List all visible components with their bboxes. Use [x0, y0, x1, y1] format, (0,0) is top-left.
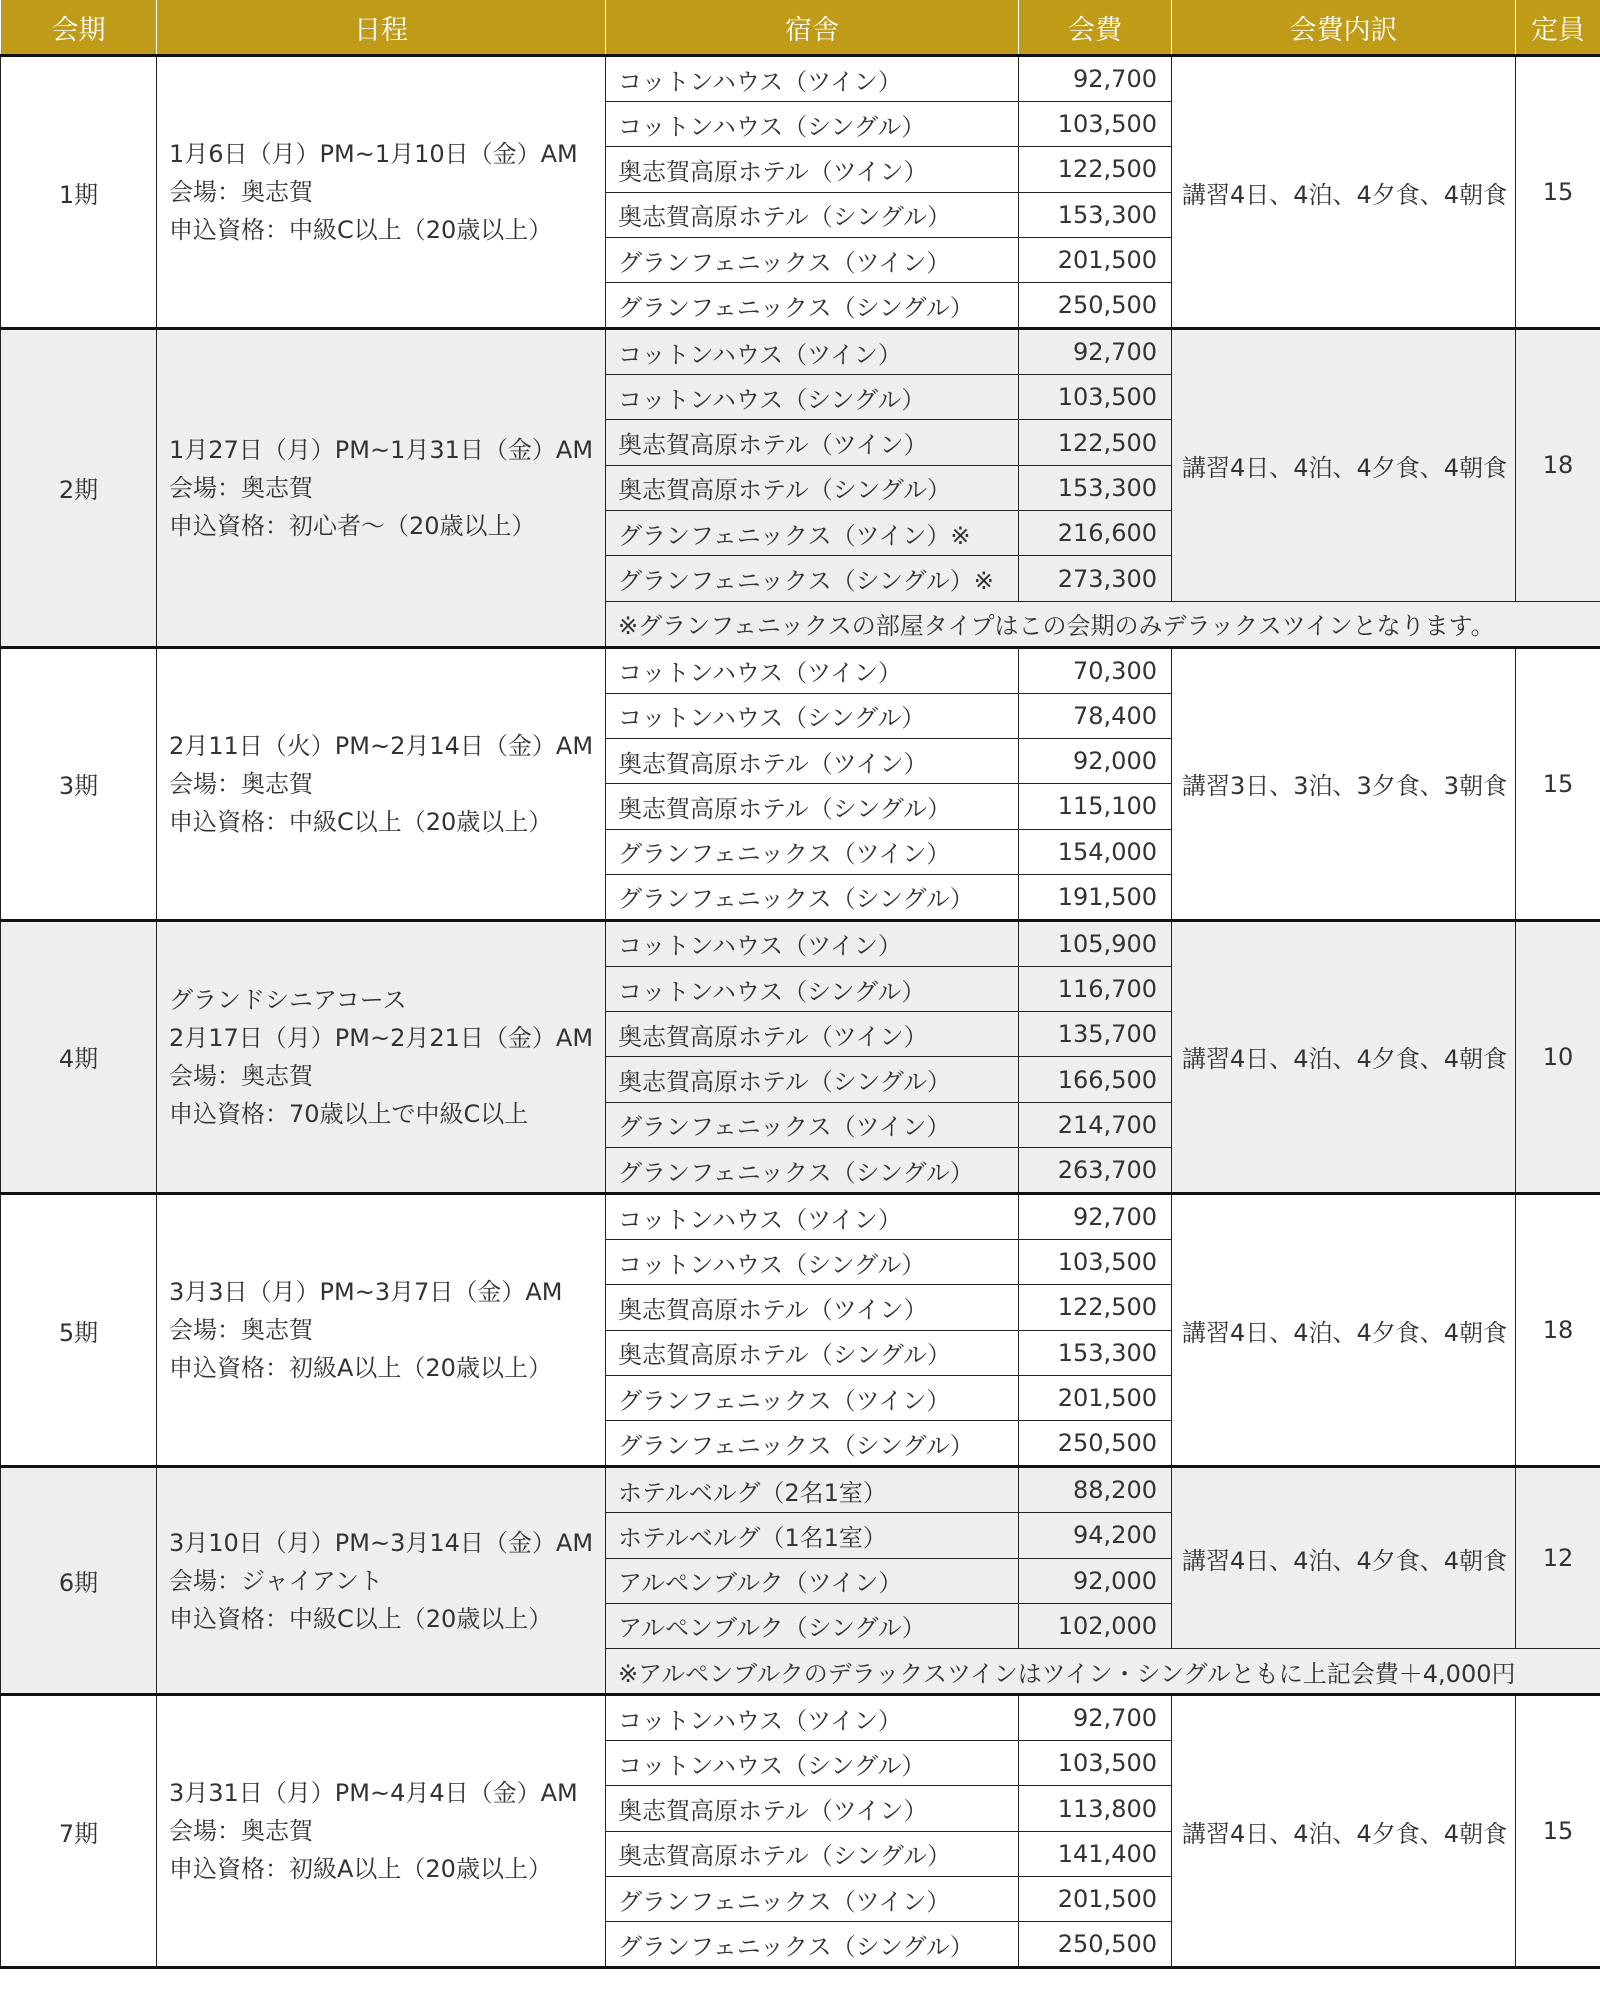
lodging-name: 奥志賀高原ホテル（ツイン） — [606, 738, 1019, 783]
lodging-name: コットンハウス（シングル） — [606, 1240, 1019, 1285]
lodging-fee: 70,300 — [1019, 647, 1172, 693]
fee-breakdown: 講習4日、4泊、4夕食、4朝食 — [1172, 329, 1516, 601]
lodging-fee: 250,500 — [1019, 1922, 1172, 1968]
lodging-fee: 263,700 — [1019, 1148, 1172, 1194]
lodging-name: 奥志賀高原ホテル（シングル） — [606, 1330, 1019, 1375]
lodging-name: 奥志賀高原ホテル（シングル） — [606, 1057, 1019, 1102]
period-label: 5期 — [1, 1194, 157, 1467]
schedule-cell — [157, 1695, 606, 1968]
schedule-line: 会場：奥志賀 — [169, 1061, 313, 1090]
period-label: 2期 — [1, 329, 157, 647]
lodging-name: グランフェニックス（ツイン） — [606, 829, 1019, 874]
lodging-name: グランフェニックス（シングル） — [606, 874, 1019, 920]
period-label: 3期 — [1, 647, 157, 920]
fee-breakdown: 講習4日、4泊、4夕食、4朝食 — [1172, 1194, 1516, 1467]
period-label: 4期 — [1, 920, 157, 1193]
lodging-fee: 103,500 — [1019, 102, 1172, 147]
schedule-line: 申込資格：中級C以上（20歳以上） — [169, 1604, 553, 1633]
table-row — [1, 329, 1600, 375]
lodging-fee: 166,500 — [1019, 1057, 1172, 1102]
lodging-fee: 153,300 — [1019, 465, 1172, 510]
capacity: 10 — [1516, 920, 1600, 1193]
lodging-fee: 214,700 — [1019, 1102, 1172, 1147]
lodging-fee: 113,800 — [1019, 1786, 1172, 1831]
lodging-name: コットンハウス（ツイン） — [606, 1194, 1019, 1240]
schedule-line: 会場：ジャイアント — [169, 1566, 383, 1595]
fee-breakdown: 講習4日、4泊、4夕食、4朝食 — [1172, 56, 1516, 329]
table-row — [1, 1194, 1600, 1240]
lodging-name: アルペンブルク（ツイン） — [606, 1558, 1019, 1603]
lodging-fee: 102,000 — [1019, 1603, 1172, 1648]
schedule-line: 会場：奥志賀 — [169, 473, 313, 502]
lodging-fee: 103,500 — [1019, 375, 1172, 420]
lodging-fee: 122,500 — [1019, 147, 1172, 192]
schedule-cell — [157, 1467, 606, 1695]
lodging-name: 奥志賀高原ホテル（ツイン） — [606, 1285, 1019, 1330]
lodging-fee: 116,700 — [1019, 966, 1172, 1011]
schedule-line: 3月31日（月）PM~4月4日（金）AM — [169, 1779, 578, 1808]
capacity: 15 — [1516, 56, 1600, 329]
lodging-name: コットンハウス（シングル） — [606, 375, 1019, 420]
capacity: 15 — [1516, 647, 1600, 920]
lodging-fee: 122,500 — [1019, 420, 1172, 465]
lodging-name: コットンハウス（ツイン） — [606, 647, 1019, 693]
schedule-line: 申込資格：中級C以上（20歳以上） — [169, 216, 553, 245]
capacity: 15 — [1516, 1695, 1600, 1968]
schedule-line: 会場：奥志賀 — [169, 769, 313, 798]
lodging-fee: 94,200 — [1019, 1513, 1172, 1558]
period-group — [1, 56, 1600, 329]
header-breakdown: 会費内訳 — [1172, 0, 1516, 56]
lodging-fee: 250,500 — [1019, 1421, 1172, 1467]
lodging-name: 奥志賀高原ホテル（シングル） — [606, 1831, 1019, 1876]
table-header — [1, 0, 1600, 56]
schedule-line: 申込資格：70歳以上で中級C以上 — [169, 1099, 529, 1128]
fee-breakdown: 講習3日、3泊、3夕食、3朝食 — [1172, 647, 1516, 920]
header-period: 会期 — [1, 0, 157, 56]
lodging-fee: 88,200 — [1019, 1467, 1172, 1513]
lodging-name: コットンハウス（ツイン） — [606, 920, 1019, 966]
lodging-fee: 92,700 — [1019, 1194, 1172, 1240]
header-fee: 会費 — [1019, 0, 1172, 56]
lodging-fee: 141,400 — [1019, 1831, 1172, 1876]
schedule-line: 2月17日（月）PM~2月21日（金）AM — [169, 1023, 594, 1052]
lodging-name: 奥志賀高原ホテル（シングル） — [606, 465, 1019, 510]
schedule-line: 申込資格：中級C以上（20歳以上） — [169, 807, 553, 836]
schedule-line: 会場：奥志賀 — [169, 1316, 313, 1345]
capacity: 18 — [1516, 1194, 1600, 1467]
lodging-fee: 250,500 — [1019, 283, 1172, 329]
lodging-fee: 216,600 — [1019, 511, 1172, 556]
lodging-name: ホテルベルグ（1名1室） — [606, 1513, 1019, 1558]
lodging-name: 奥志賀高原ホテル（シングル） — [606, 784, 1019, 829]
table-row — [1, 647, 1600, 693]
table-row — [1, 56, 1600, 102]
lodging-fee: 115,100 — [1019, 784, 1172, 829]
lodging-fee: 92,000 — [1019, 738, 1172, 783]
lodging-fee: 92,700 — [1019, 329, 1172, 375]
header-capacity: 定員 — [1516, 0, 1600, 56]
lodging-name: コットンハウス（シングル） — [606, 1741, 1019, 1786]
lodging-fee: 105,900 — [1019, 920, 1172, 966]
lodging-fee: 154,000 — [1019, 829, 1172, 874]
lodging-name: コットンハウス（シングル） — [606, 693, 1019, 738]
schedule-cell — [157, 1194, 606, 1467]
table-row — [1, 920, 1600, 966]
period-group — [1, 329, 1600, 647]
schedule-line: 申込資格：初級A以上（20歳以上） — [169, 1354, 552, 1383]
lodging-name: コットンハウス（ツイン） — [606, 1695, 1019, 1741]
table-row — [1, 1467, 1600, 1513]
lodging-name: コットンハウス（シングル） — [606, 102, 1019, 147]
lodging-name: 奥志賀高原ホテル（ツイン） — [606, 147, 1019, 192]
schedule-cell — [157, 920, 606, 1193]
header-lodging: 宿舎 — [606, 0, 1019, 56]
lodging-fee: 103,500 — [1019, 1240, 1172, 1285]
lodging-fee: 201,500 — [1019, 1375, 1172, 1420]
lodging-name: アルペンブルク（シングル） — [606, 1603, 1019, 1648]
lodging-name: グランフェニックス（シングル） — [606, 283, 1019, 329]
schedule-line: 1月6日（月）PM~1月10日（金）AM — [169, 140, 578, 169]
period-label: 7期 — [1, 1695, 157, 1968]
period-group — [1, 1194, 1600, 1467]
lodging-fee: 122,500 — [1019, 1285, 1172, 1330]
lodging-name: グランフェニックス（シングル）※ — [606, 556, 1019, 601]
fee-breakdown: 講習4日、4泊、4夕食、4朝食 — [1172, 1467, 1516, 1649]
schedule-line: 3月10日（月）PM~3月14日（金）AM — [169, 1528, 594, 1557]
lodging-name: コットンハウス（ツイン） — [606, 329, 1019, 375]
lodging-name: 奥志賀高原ホテル（ツイン） — [606, 420, 1019, 465]
period-note: ※アルペンブルクのデラックスツインはツイン・シングルともに上記会費＋4,000円 — [606, 1649, 1600, 1695]
schedule-line: 1月27日（月）PM~1月31日（金）AM — [169, 435, 594, 464]
fee-breakdown: 講習4日、4泊、4夕食、4朝食 — [1172, 1695, 1516, 1968]
period-group — [1, 647, 1600, 920]
header-row — [1, 0, 1600, 56]
lodging-name: グランフェニックス（ツイン） — [606, 1877, 1019, 1922]
schedule-cell — [157, 329, 606, 647]
schedule-line: 会場：奥志賀 — [169, 178, 313, 207]
lodging-fee: 78,400 — [1019, 693, 1172, 738]
period-group — [1, 1695, 1600, 1968]
lodging-name: グランフェニックス（ツイン） — [606, 1375, 1019, 1420]
schedule-line: 2月11日（火）PM~2月14日（金）AM — [169, 731, 594, 760]
lodging-name: 奥志賀高原ホテル（ツイン） — [606, 1786, 1019, 1831]
lodging-fee: 201,500 — [1019, 237, 1172, 282]
period-note: ※グランフェニックスの部屋タイプはこの会期のみデラックスツインとなります。 — [606, 601, 1600, 647]
lodging-fee: 103,500 — [1019, 1741, 1172, 1786]
period-group — [1, 920, 1600, 1193]
lodging-fee: 92,000 — [1019, 1558, 1172, 1603]
schedule-line: 申込資格：初心者～（20歳以上） — [169, 511, 536, 540]
capacity: 18 — [1516, 329, 1600, 601]
lodging-fee: 191,500 — [1019, 874, 1172, 920]
lodging-name: ホテルベルグ（2名1室） — [606, 1467, 1019, 1513]
lodging-fee: 153,300 — [1019, 192, 1172, 237]
lodging-name: グランフェニックス（シングル） — [606, 1148, 1019, 1194]
schedule-line: グランドシニアコース — [169, 985, 407, 1014]
lodging-fee: 201,500 — [1019, 1877, 1172, 1922]
lodging-name: グランフェニックス（ツイン）※ — [606, 511, 1019, 556]
lodging-name: コットンハウス（ツイン） — [606, 56, 1019, 102]
schedule-cell — [157, 647, 606, 920]
fee-breakdown: 講習4日、4泊、4夕食、4朝食 — [1172, 920, 1516, 1193]
schedule-line: 申込資格：初級A以上（20歳以上） — [169, 1855, 552, 1884]
period-group — [1, 1467, 1600, 1695]
schedule-line: 3月3日（月）PM~3月7日（金）AM — [169, 1278, 563, 1307]
period-label: 6期 — [1, 1467, 157, 1695]
table-row — [1, 1695, 1600, 1741]
lodging-fee: 153,300 — [1019, 1330, 1172, 1375]
lodging-fee: 92,700 — [1019, 1695, 1172, 1741]
lodging-name: グランフェニックス（シングル） — [606, 1922, 1019, 1968]
lodging-name: 奥志賀高原ホテル（シングル） — [606, 192, 1019, 237]
schedule-cell — [157, 56, 606, 329]
period-label: 1期 — [1, 56, 157, 329]
lodging-fee: 92,700 — [1019, 56, 1172, 102]
lodging-fee: 135,700 — [1019, 1012, 1172, 1057]
lodging-fee: 273,300 — [1019, 556, 1172, 601]
lodging-name: 奥志賀高原ホテル（ツイン） — [606, 1012, 1019, 1057]
lodging-name: グランフェニックス（ツイン） — [606, 237, 1019, 282]
schedule-line: 会場：奥志賀 — [169, 1817, 313, 1846]
header-schedule: 日程 — [157, 0, 606, 56]
lodging-name: グランフェニックス（ツイン） — [606, 1102, 1019, 1147]
lodging-name: グランフェニックス（シングル） — [606, 1421, 1019, 1467]
capacity: 12 — [1516, 1467, 1600, 1649]
lodging-name: コットンハウス（シングル） — [606, 966, 1019, 1011]
